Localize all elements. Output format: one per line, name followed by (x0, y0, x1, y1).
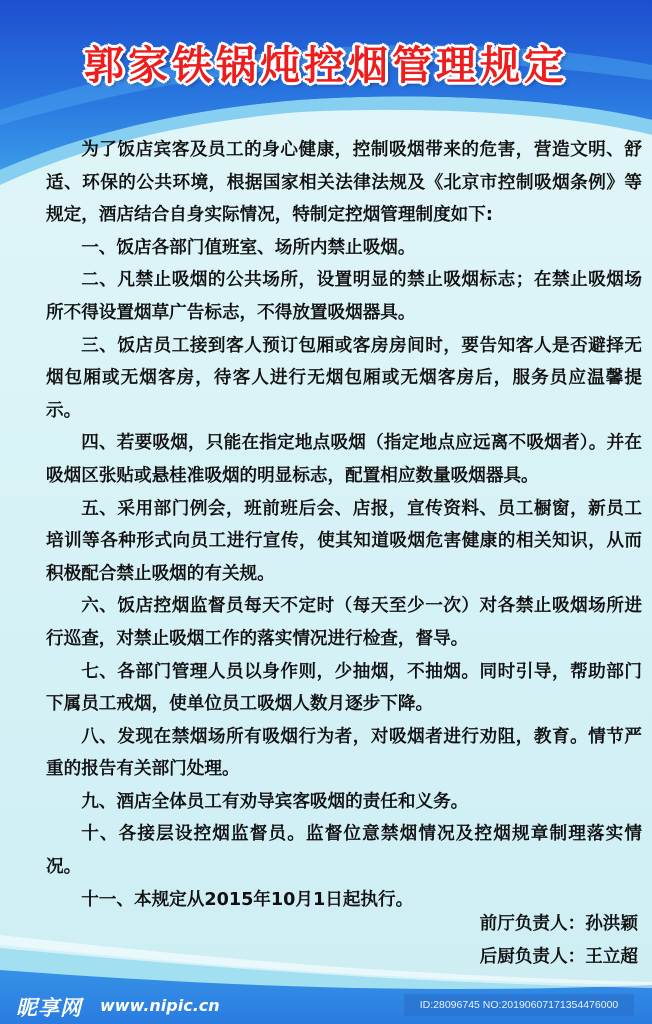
rule-5: 五、采用部门例会，班前班后会、店报，宣传资料、员工橱窗，新员工培训等各种形式向员工进行宣传，使其知道吸烟危害健康的相关知识，从而积极配合禁止吸烟的有关规。 (46, 498, 642, 584)
rule-6: 六、饭店控烟监督员每天不定时（每天至少一次）对各禁止吸烟场所进行巡查，对禁止吸烟工作的落实情况进行检查，督导。 (46, 596, 642, 649)
watermark-id: ID:28096745 NO:20190607171354476000 (404, 994, 634, 1016)
regulation-body (46, 134, 642, 916)
rule-9: 九、酒店全体员工有劝导宾客吸烟的责任和义务。 (81, 791, 469, 812)
watermark-url: www.nipic.cn (100, 996, 220, 1015)
poster-title: 郭家铁锅炖控烟管理规定 (84, 43, 568, 89)
intro-paragraph: 为了饭店宾客及员工的身心健康，控制吸烟带来的危害，营造文明、舒适、环保的公共环境，根据国家相关法律法规及《北京市控制吸烟条例》等规定，酒店结合自身实际情况，特制定控烟管理制度如下: (46, 140, 642, 226)
rule-7: 七、各部门管理人员以身作则，少抽烟，不抽烟。同时引导，帮助部门下属员工戒烟，使单位员工吸烟人数月逐步下降。 (46, 661, 642, 715)
watermark-logo: 昵享网 (16, 996, 82, 1020)
rule-2: 二、凡禁止吸烟的公共场所，设置明显的禁止吸烟标志；在禁止吸烟场所不得设置烟草广告标志，不得放置吸烟器具。 (46, 270, 642, 323)
rule-11: 十一、本规定从2015年10月1日起执行。 (81, 889, 414, 910)
rule-3: 三、饭店员工接到客人预订包厢或客房房间时，要告知客人是否避择无烟包厢或无烟客房，待客人进行无烟包厢或无烟客房后，服务员应温馨提示。 (46, 335, 642, 421)
rule-4: 四、若要吸烟，只能在指定地点吸烟（指定地点应远离不吸烟者）。并在吸烟区张贴或悬桂准吸烟的明显标志，配置相应数量吸烟器具。 (46, 433, 642, 486)
front-desk-manager-signature: 前厅负责人：孙洪颖 (479, 914, 638, 934)
rule-10: 十、各接层设控烟监督员。监督位意禁烟情况及控烟规章制理落实情况。 (46, 824, 642, 878)
rule-1: 一、饭店各部门值班室、场所内禁止吸烟。 (81, 237, 416, 258)
rule-8: 八、发现在禁烟场所有吸烟行为者，对吸烟者进行劝阻，教育。情节严重的报告有关部门处理。 (46, 726, 642, 780)
kitchen-manager-signature: 后厨负责人：王立超 (479, 947, 638, 967)
